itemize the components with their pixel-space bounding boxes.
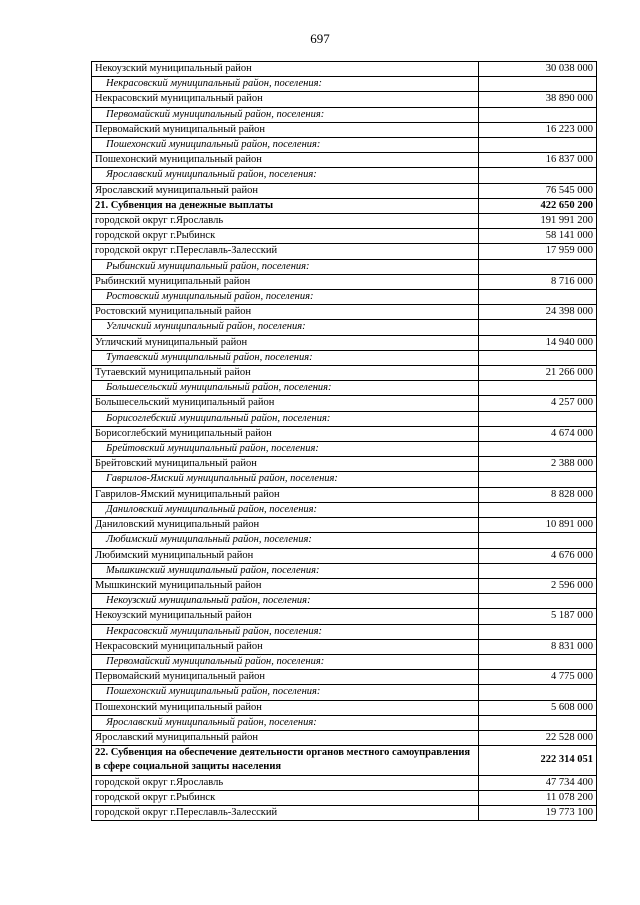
row-name-cell: Некрасовский муниципальный район, поселения:: [92, 624, 479, 639]
budget-table-body: [92, 62, 597, 821]
row-name-cell: городской округ г.Рыбинск: [92, 790, 479, 805]
table-row: [92, 305, 597, 320]
settlement-header-row: [92, 168, 597, 183]
row-name-cell: Рыбинский муниципальный район, поселения:: [92, 259, 479, 274]
budget-table: [91, 61, 597, 821]
row-name-cell: Пошехонский муниципальный район: [92, 153, 479, 168]
settlement-header-row: [92, 472, 597, 487]
row-name-cell: Брейтовский муниципальный район: [92, 457, 479, 472]
row-amount-cell: 2 596 000: [479, 578, 597, 593]
row-amount-cell: 14 940 000: [479, 335, 597, 350]
settlement-header-row: [92, 442, 597, 457]
row-amount-cell: [479, 259, 597, 274]
settlement-header-row: [92, 381, 597, 396]
row-amount-cell: 222 314 051: [479, 746, 597, 775]
settlement-header-row: [92, 624, 597, 639]
row-amount-cell: [479, 138, 597, 153]
row-amount-cell: 191 991 200: [479, 214, 597, 229]
row-amount-cell: 17 959 000: [479, 244, 597, 259]
settlement-header-row: [92, 411, 597, 426]
row-name-cell: Даниловский муниципальный район, поселения:: [92, 502, 479, 517]
row-name-cell: Большесельский муниципальный район: [92, 396, 479, 411]
row-name-cell: Некрасовский муниципальный район: [92, 92, 479, 107]
row-amount-cell: [479, 320, 597, 335]
settlement-header-row: [92, 533, 597, 548]
row-name-cell: Даниловский муниципальный район: [92, 518, 479, 533]
row-amount-cell: [479, 107, 597, 122]
table-row: [92, 153, 597, 168]
settlement-header-row: [92, 350, 597, 365]
row-amount-cell: 19 773 100: [479, 805, 597, 820]
settlement-header-row: [92, 715, 597, 730]
row-amount-cell: 2 388 000: [479, 457, 597, 472]
row-amount-cell: 4 257 000: [479, 396, 597, 411]
row-name-cell: Пошехонский муниципальный район, поселения:: [92, 138, 479, 153]
settlement-header-row: [92, 594, 597, 609]
settlement-header-row: [92, 320, 597, 335]
table-row: [92, 700, 597, 715]
row-name-cell: Любимский муниципальный район, поселения:: [92, 533, 479, 548]
settlement-header-row: [92, 563, 597, 578]
row-amount-cell: 4 775 000: [479, 670, 597, 685]
subvention-total-row: [92, 198, 597, 213]
row-name-cell: Мышкинский муниципальный район: [92, 578, 479, 593]
row-amount-cell: 21 266 000: [479, 366, 597, 381]
page-number: 697: [310, 31, 330, 46]
row-name-cell: 22. Субвенция на обеспечение деятельности органов местного самоуправления в сфере социальной защиты населения: [92, 746, 479, 775]
table-row: [92, 396, 597, 411]
row-name-cell: Тутаевский муниципальный район: [92, 366, 479, 381]
row-amount-cell: [479, 411, 597, 426]
table-row: [92, 578, 597, 593]
row-amount-cell: [479, 472, 597, 487]
row-amount-cell: 47 734 400: [479, 775, 597, 790]
row-amount-cell: 422 650 200: [479, 198, 597, 213]
table-row: [92, 775, 597, 790]
row-name-cell: Пошехонский муниципальный район: [92, 700, 479, 715]
row-amount-cell: [479, 715, 597, 730]
row-amount-cell: [479, 654, 597, 669]
table-row: [92, 518, 597, 533]
row-name-cell: Брейтовский муниципальный район, поселения:: [92, 442, 479, 457]
table-row: [92, 487, 597, 502]
row-name-cell: Пошехонский муниципальный район, поселения:: [92, 685, 479, 700]
row-amount-cell: 10 891 000: [479, 518, 597, 533]
row-name-cell: Ярославский муниципальный район, поселения:: [92, 715, 479, 730]
row-amount-cell: 38 890 000: [479, 92, 597, 107]
row-name-cell: Гаврилов-Ямский муниципальный район, поселения:: [92, 472, 479, 487]
row-name-cell: городской округ г.Переславль-Залесский: [92, 244, 479, 259]
row-amount-cell: 76 545 000: [479, 183, 597, 198]
row-amount-cell: 11 078 200: [479, 790, 597, 805]
table-row: [92, 548, 597, 563]
settlement-header-row: [92, 138, 597, 153]
row-amount-cell: [479, 563, 597, 578]
row-amount-cell: 22 528 000: [479, 730, 597, 745]
row-name-cell: Первомайский муниципальный район, поселения:: [92, 107, 479, 122]
table-row: [92, 122, 597, 137]
settlement-header-row: [92, 502, 597, 517]
row-name-cell: Некрасовский муниципальный район, поселения:: [92, 77, 479, 92]
table-row: [92, 62, 597, 77]
table-row: [92, 730, 597, 745]
row-name-cell: Рыбинский муниципальный район: [92, 274, 479, 289]
row-amount-cell: 8 831 000: [479, 639, 597, 654]
row-amount-cell: [479, 624, 597, 639]
row-name-cell: городской округ г.Ярославль: [92, 775, 479, 790]
table-row: [92, 335, 597, 350]
row-name-cell: Угличский муниципальный район, поселения:: [92, 320, 479, 335]
settlement-header-row: [92, 107, 597, 122]
row-name-cell: Ростовский муниципальный район, поселения:: [92, 290, 479, 305]
row-amount-cell: 30 038 000: [479, 62, 597, 77]
row-amount-cell: 16 223 000: [479, 122, 597, 137]
row-amount-cell: [479, 350, 597, 365]
row-name-cell: городской округ г.Рыбинск: [92, 229, 479, 244]
row-name-cell: Любимский муниципальный район: [92, 548, 479, 563]
row-name-cell: Первомайский муниципальный район: [92, 670, 479, 685]
row-name-cell: городской округ г.Переславль-Залесский: [92, 805, 479, 820]
settlement-header-row: [92, 685, 597, 700]
row-name-cell: Борисоглебский муниципальный район: [92, 426, 479, 441]
row-amount-cell: 4 674 000: [479, 426, 597, 441]
row-name-cell: Ярославский муниципальный район: [92, 730, 479, 745]
row-amount-cell: 8 716 000: [479, 274, 597, 289]
row-amount-cell: [479, 77, 597, 92]
row-amount-cell: 5 187 000: [479, 609, 597, 624]
table-row: [92, 244, 597, 259]
settlement-header-row: [92, 77, 597, 92]
row-amount-cell: 16 837 000: [479, 153, 597, 168]
row-amount-cell: 8 828 000: [479, 487, 597, 502]
row-name-cell: Тутаевский муниципальный район, поселения:: [92, 350, 479, 365]
row-amount-cell: [479, 533, 597, 548]
row-amount-cell: [479, 442, 597, 457]
row-amount-cell: 24 398 000: [479, 305, 597, 320]
settlement-header-row: [92, 654, 597, 669]
table-row: [92, 426, 597, 441]
table-row: [92, 790, 597, 805]
row-amount-cell: 5 608 000: [479, 700, 597, 715]
settlement-header-row: [92, 259, 597, 274]
settlement-header-row: [92, 290, 597, 305]
row-name-cell: Некоузский муниципальный район: [92, 609, 479, 624]
table-row: [92, 639, 597, 654]
table-row: [92, 366, 597, 381]
row-name-cell: Некрасовский муниципальный район: [92, 639, 479, 654]
row-name-cell: Большесельский муниципальный район, поселения:: [92, 381, 479, 396]
row-name-cell: 21. Субвенция на денежные выплаты: [92, 198, 479, 213]
table-row: [92, 214, 597, 229]
table-row: [92, 183, 597, 198]
row-name-cell: Первомайский муниципальный район, поселения:: [92, 654, 479, 669]
row-name-cell: Борисоглебский муниципальный район, поселения:: [92, 411, 479, 426]
table-row: [92, 229, 597, 244]
row-amount-cell: [479, 168, 597, 183]
row-name-cell: Ярославский муниципальный район: [92, 183, 479, 198]
row-name-cell: Первомайский муниципальный район: [92, 122, 479, 137]
table-row: [92, 670, 597, 685]
row-name-cell: Некоузский муниципальный район, поселения:: [92, 594, 479, 609]
row-name-cell: Ярославский муниципальный район, поселения:: [92, 168, 479, 183]
row-amount-cell: [479, 381, 597, 396]
row-name-cell: Гаврилов-Ямский муниципальный район: [92, 487, 479, 502]
row-amount-cell: 4 676 000: [479, 548, 597, 563]
row-amount-cell: [479, 685, 597, 700]
subvention-total-row: [92, 746, 597, 775]
row-amount-cell: 58 141 000: [479, 229, 597, 244]
table-row: [92, 457, 597, 472]
row-amount-cell: [479, 502, 597, 517]
row-name-cell: Мышкинский муниципальный район, поселения:: [92, 563, 479, 578]
row-amount-cell: [479, 290, 597, 305]
row-name-cell: городской округ г.Ярославль: [92, 214, 479, 229]
table-row: [92, 274, 597, 289]
table-row: [92, 609, 597, 624]
row-amount-cell: [479, 594, 597, 609]
row-name-cell: Ростовский муниципальный район: [92, 305, 479, 320]
table-row: [92, 805, 597, 820]
row-name-cell: Угличский муниципальный район: [92, 335, 479, 350]
table-row: [92, 92, 597, 107]
row-name-cell: Некоузский муниципальный район: [92, 62, 479, 77]
